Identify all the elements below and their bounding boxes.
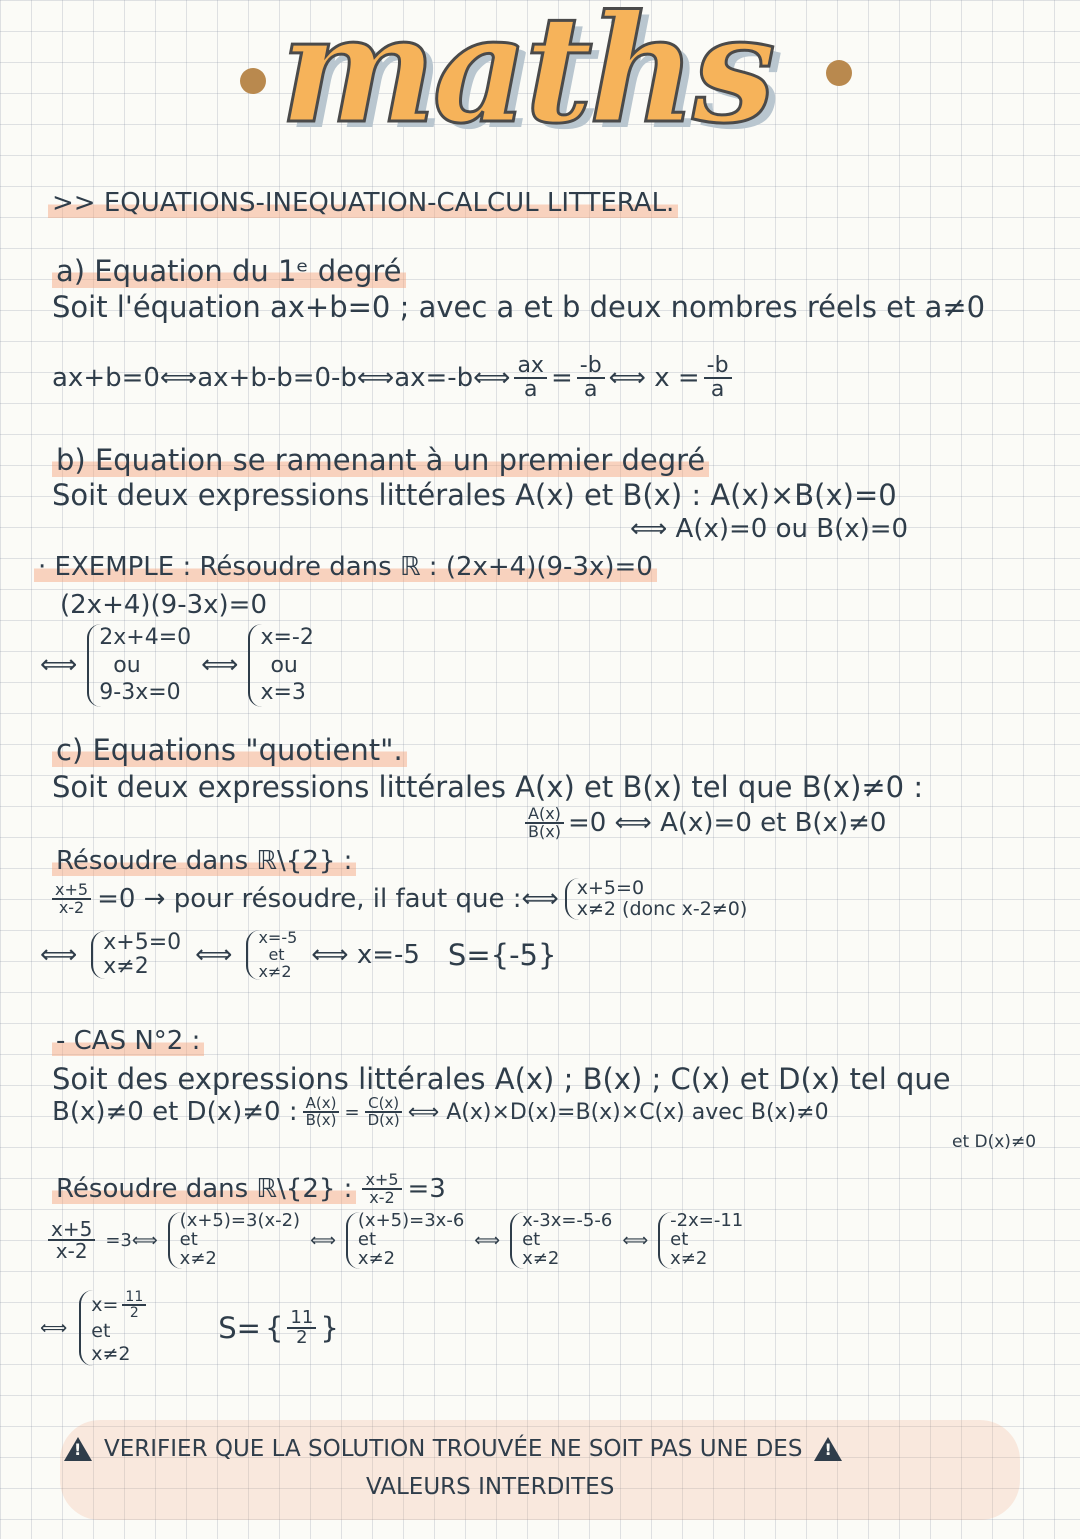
case2-exercise-heading bbox=[52, 1172, 446, 1206]
rule-text: B(x)≠0 et D(x)≠0 : bbox=[52, 1097, 298, 1127]
case2-solution bbox=[40, 1290, 339, 1366]
solution-set: S= { $\frac{11}{2}$ } bbox=[218, 1306, 339, 1348]
exercise-heading: Résoudre dans ℝ\{2} : bbox=[52, 846, 356, 876]
fraction: $\frac{-b}{a}$ bbox=[577, 355, 605, 401]
statement-text: =0 → pour résoudre, il faut que :⟺ bbox=[97, 883, 559, 914]
fraction: $\frac{ax}{a}$ bbox=[514, 355, 547, 401]
equivalence-arrow: ⟺ bbox=[622, 1229, 649, 1251]
statement-text: =3⟺ bbox=[105, 1229, 158, 1251]
system-brace: x=-5 et x≠2 bbox=[246, 930, 297, 980]
example-equation: (2x+4)(9-3x)=0 bbox=[60, 590, 268, 620]
equivalence-arrow: ⟺ bbox=[201, 650, 239, 681]
section-c-definition: Soit deux expressions littérales A(x) et B(x) tel que B(x)≠0 : bbox=[52, 770, 924, 804]
example-solution bbox=[40, 624, 314, 707]
fraction: $\frac{A(x)}{B(x)}$ bbox=[303, 1096, 340, 1128]
chapter-subtitle: >> EQUATIONS-INEQUATION-CALCUL LITTERAL. bbox=[48, 188, 678, 218]
case2-condition: et D(x)≠0 bbox=[952, 1132, 1037, 1152]
equivalence-arrow: ⟺ bbox=[40, 650, 78, 681]
example-heading: · EXEMPLE : Résoudre dans ℝ : (2x+4)(9-3x)=0 bbox=[34, 552, 657, 582]
fraction: $\frac{A(x)}{B(x)}$ bbox=[525, 806, 564, 840]
system-brace: x+5=0 x≠2 (donc x-2≠0) bbox=[565, 878, 748, 920]
rule-text: ⟺ A(x)×D(x)=B(x)×C(x) avec B(x)≠0 bbox=[407, 1099, 829, 1125]
warning-line-2: VALEURS INTERDITES bbox=[366, 1474, 615, 1500]
fraction: $\frac{-b}{a}$ bbox=[704, 355, 732, 401]
title-banner bbox=[230, 0, 870, 165]
equivalence-arrow: ⟺ bbox=[310, 1229, 336, 1251]
exercise-heading: Résoudre dans ℝ\{2} : bbox=[52, 1174, 356, 1204]
warning-line-1 bbox=[64, 1436, 842, 1462]
warning-icon bbox=[64, 1437, 92, 1461]
fraction: $\frac{x+5}{x-2}$ bbox=[48, 1219, 95, 1261]
fraction: $\frac{x+5}{x-2}$ bbox=[362, 1172, 401, 1206]
statement-text: =3 bbox=[407, 1174, 446, 1204]
section-a-derivation bbox=[52, 355, 732, 401]
exercise-statement bbox=[52, 878, 747, 920]
system-brace: x+5=0 x≠2 bbox=[91, 931, 181, 979]
section-b-rule: ⟺ A(x)=0 ou B(x)=0 bbox=[630, 514, 909, 544]
exercise-solution bbox=[40, 930, 556, 980]
case2-definition: Soit des expressions littérales A(x) ; B(x) ; C(x) et D(x) tel que bbox=[52, 1062, 951, 1096]
case2-rule: B(x)≠0 et D(x)≠0 : $\frac{A(x)}{B(x)}$ = $\frac{C(x)}{D(x)}$ ⟺ A(x)×D(x)=B(x)×C(x) avec B(x)≠0 bbox=[52, 1094, 829, 1129]
equivalence-arrow: ⟺ bbox=[40, 940, 78, 971]
section-b-definition: Soit deux expressions littérales A(x) et B(x) : A(x)×B(x)=0 bbox=[52, 478, 897, 512]
equivalence-arrow: ⟺ bbox=[40, 1316, 68, 1339]
section-a-definition: Soit l'équation ax+b=0 ; avec a et b deux nombres réels et a≠0 bbox=[52, 290, 986, 324]
derivation-text: ⟺ x = bbox=[608, 363, 700, 393]
decor-dot bbox=[826, 60, 852, 86]
derivation-text: ax+b=0⟺ax+b-b=0-b⟺ax=-b⟺ bbox=[52, 363, 511, 393]
rule-text: =0 ⟺ A(x)=0 et B(x)≠0 bbox=[567, 808, 887, 838]
system-brace: x-3x=-5-6 et x≠2 bbox=[510, 1212, 612, 1269]
section-b-heading: b) Equation se ramenant à un premier degré bbox=[52, 443, 709, 477]
system-brace: -2x=-11 et x≠2 bbox=[658, 1212, 743, 1269]
case2-heading: - CAS N°2 : bbox=[52, 1026, 204, 1056]
case2-derivation bbox=[48, 1212, 743, 1269]
section-c-heading: c) Equations "quotient". bbox=[52, 733, 407, 767]
final-step: ⟺ x=-5 bbox=[311, 940, 420, 971]
system-brace: x=-2 ou x=3 bbox=[248, 624, 313, 707]
system-brace: x= $\frac{11}{2}$ et x≠2 bbox=[79, 1290, 146, 1366]
page-title: maths bbox=[280, 0, 772, 156]
warning-box bbox=[60, 1420, 1020, 1520]
equivalence-arrow: ⟺ bbox=[195, 940, 233, 971]
warning-icon bbox=[814, 1437, 842, 1461]
fraction: $\frac{x+5}{x-2}$ bbox=[52, 882, 91, 916]
equivalence-arrow: ⟺ bbox=[474, 1229, 501, 1251]
section-c-rule bbox=[525, 806, 886, 840]
decor-dot bbox=[240, 68, 266, 94]
system-brace: 2x+4=0 ou 9-3x=0 bbox=[87, 624, 191, 707]
system-brace: (x+5)=3(x-2) et x≠2 bbox=[168, 1212, 300, 1269]
fraction: $\frac{C(x)}{D(x)}$ bbox=[365, 1096, 403, 1128]
section-a-heading: a) Equation du 1ᵉ degré bbox=[52, 254, 406, 288]
warning-text: VERIFIER QUE LA SOLUTION TROUVÉE NE SOIT PAS UNE DES bbox=[104, 1436, 803, 1462]
system-brace: (x+5)=3x-6 et x≠2 bbox=[346, 1212, 464, 1269]
equals-sign: = bbox=[550, 363, 573, 393]
solution-set: S={-5} bbox=[447, 938, 557, 973]
